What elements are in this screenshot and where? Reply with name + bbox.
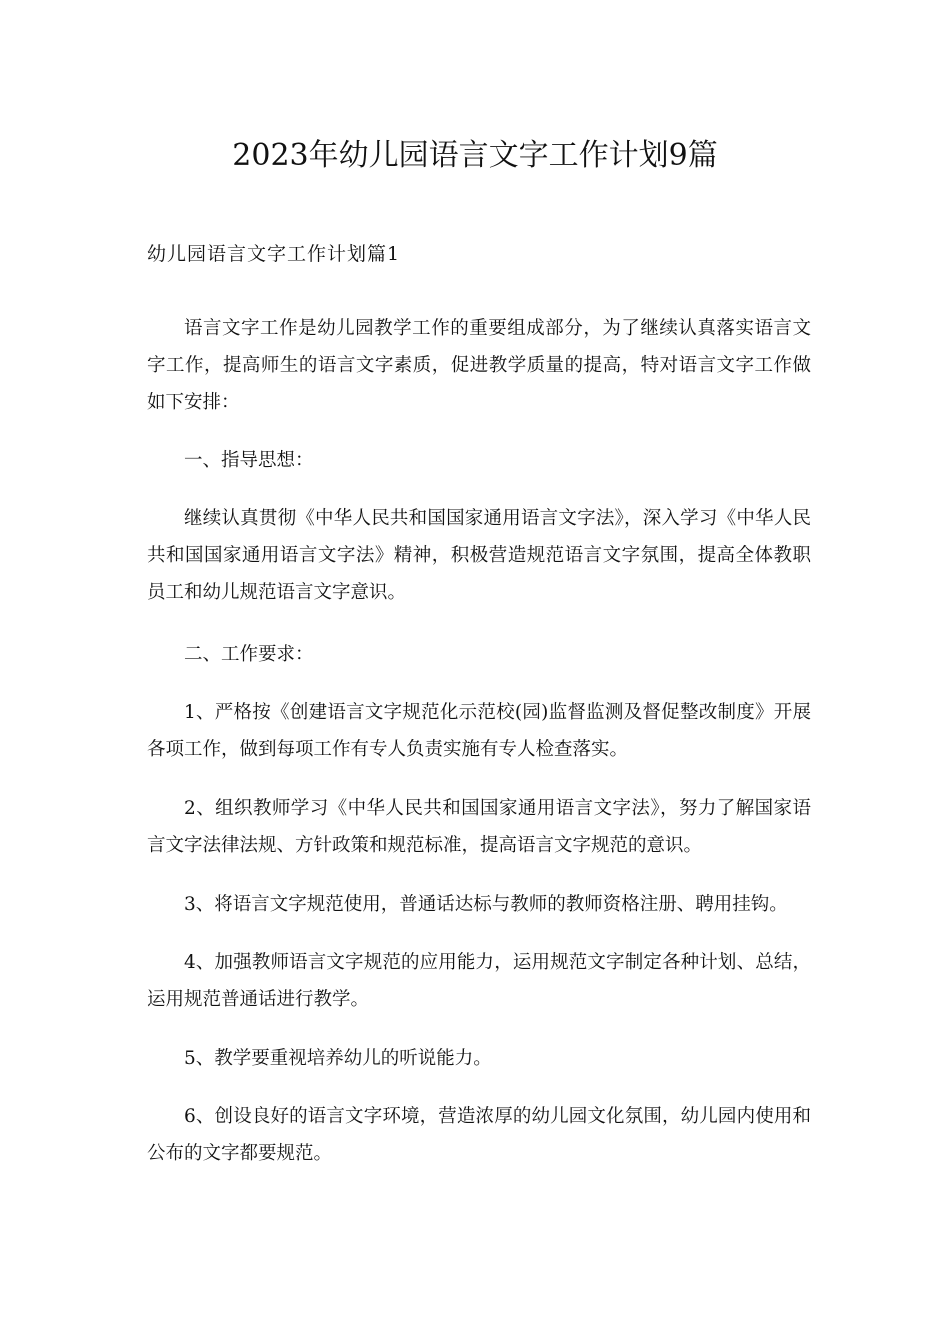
paragraph-intro: 语言文字工作是幼儿园教学工作的重要组成部分，为了继续认真落实语言文字工作，提高师生的语言文字素质，促进教学质量的提高，特对语言文字工作做如下安排：	[147, 318, 811, 413]
requirement-item-3: 3、将语言文字规范使用，普通话达标与教师的教师资格注册、聘用挂钩。	[184, 894, 788, 915]
requirement-item-5: 5、教学要重视培养幼儿的听说能力。	[184, 1048, 492, 1069]
document-title: 2023年幼儿园语言文字工作计划9篇	[232, 138, 718, 173]
heading-guiding-ideology: 一、指导思想：	[184, 450, 314, 471]
requirement-item-6: 6、创设良好的语言文字环境，营造浓厚的幼儿园文化氛围，幼儿园内使用和公布的文字都要规范。	[147, 1106, 811, 1164]
paragraph-guiding-ideology: 继续认真贯彻《中华人民共和国国家通用语言文字法》，深入学习《中华人民共和国国家通用语言文字法》精神，积极营造规范语言文字氛围，提高全体教职员工和幼儿规范语言文字意识。	[147, 508, 811, 603]
requirement-item-1: 1、严格按《创建语言文字规范化示范校(园)监督监测及督促整改制度》开展各项工作，做到每项工作有专人负责实施有专人检查落实。	[147, 702, 811, 760]
heading-work-requirements: 二、工作要求：	[184, 644, 314, 665]
section-title: 幼儿园语言文字工作计划篇1	[147, 243, 401, 265]
requirement-item-2: 2、组织教师学习《中华人民共和国国家通用语言文字法》，努力了解国家语言文字法律法规、方针政策和规范标准，提高语言文字规范的意识。	[147, 798, 811, 856]
requirement-item-4: 4、加强教师语言文字规范的应用能力，运用规范文字制定各种计划、总结，运用规范普通话进行教学。	[147, 952, 811, 1010]
